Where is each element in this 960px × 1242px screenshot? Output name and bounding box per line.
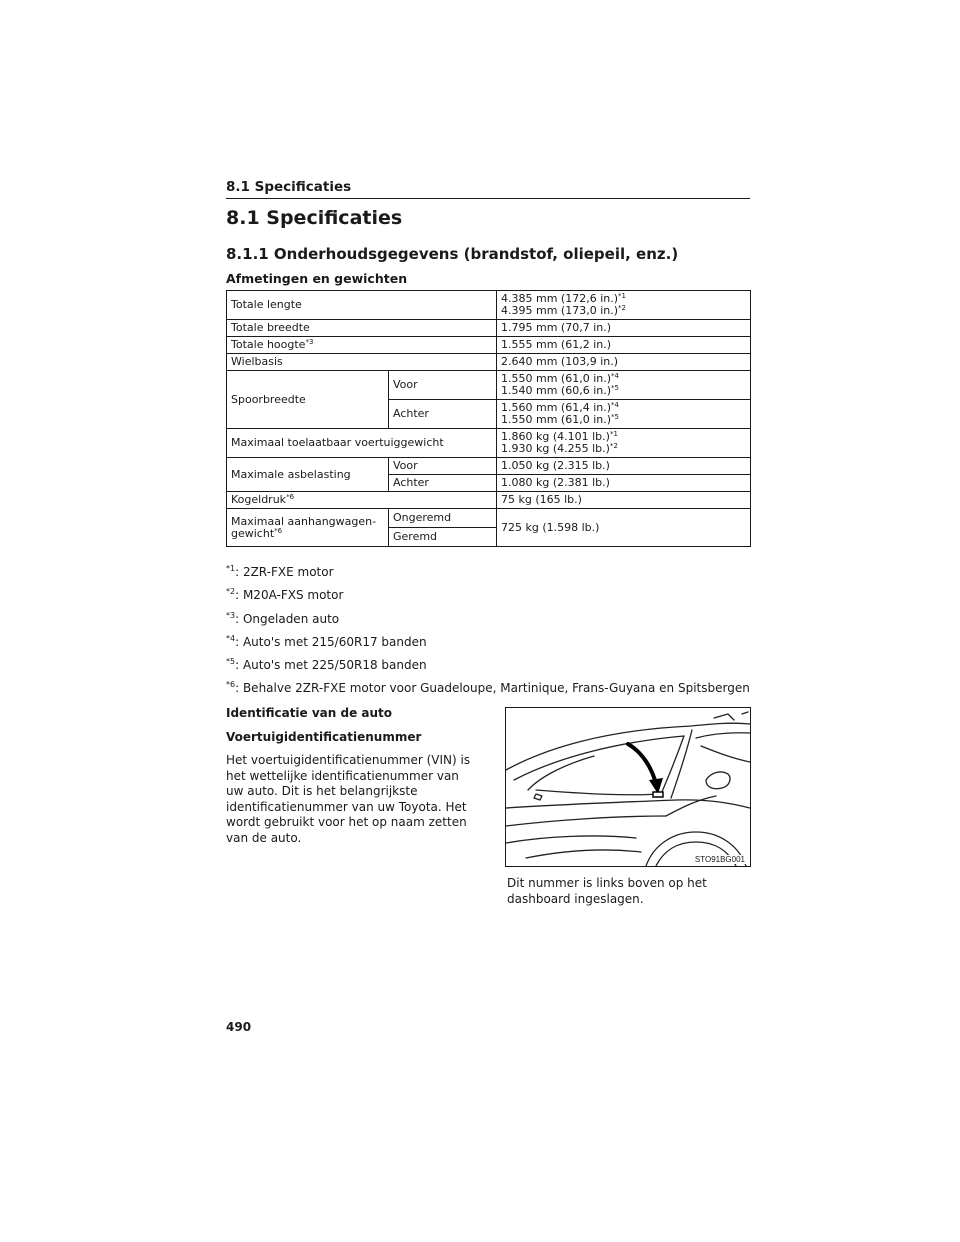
table-cell-value: 1.080 kg (2.381 lb.) [497, 475, 751, 492]
table-row [227, 320, 751, 337]
table-cell-label: Maximaal aanhangwagen- gewicht$^{*6}$ [227, 509, 389, 547]
footnote: $^{*1}$: 2ZR-FXE motor [226, 564, 334, 579]
vin-location-figure [505, 707, 751, 867]
table-cell-value: 1.555 mm (61,2 in.) [497, 337, 751, 354]
table-row [227, 492, 751, 509]
page-title: 8.1 Specificaties [226, 207, 403, 229]
figure-code: STO91BG001 [694, 855, 745, 864]
table-cell-label: Kogeldruk$^{*6}$ [227, 492, 497, 509]
running-header: 8.1 Specificaties [226, 179, 750, 199]
table-row [227, 371, 751, 400]
table-row [227, 458, 751, 475]
table-cell-label: Totale hoogte$^{*3}$ [227, 337, 497, 354]
table-cell-label: Totale breedte [227, 320, 497, 337]
page-number: 490 [226, 1020, 252, 1034]
vin-heading: Voertuigidentificatienummer [226, 730, 422, 744]
table-cell-value: 1.860 kg (4.101 lb.)$^{*1}$ 1.930 kg (4.255 lb.)$^{*2}$ [497, 429, 751, 458]
table-cell-label: Spoorbreedte [227, 371, 389, 429]
footnote: $^{*5}$: Auto's met 225/50R18 banden [226, 657, 427, 673]
table-cell-value: 75 kg (165 lb.) [497, 492, 751, 509]
identification-heading: Identificatie van de auto [226, 706, 393, 720]
identification-section [226, 705, 471, 846]
specs-table [226, 290, 751, 547]
footnote: $^{*4}$: Auto's met 215/60R17 banden [226, 633, 427, 649]
table-cell-value: 1.050 kg (2.315 lb.) [497, 458, 751, 475]
footnote: $^{*2}$: M20A-FXS motor [226, 587, 344, 603]
table-cell-value: 1.560 mm (61,4 in.)$^{*4}$ 1.550 mm (61,0 in.)$^{*5}$ [497, 400, 751, 429]
table-cell-value: 4.385 mm (172,6 in.)$^{*1}$ 4.395 mm (173,0 in.)$^{*2}$ [497, 291, 751, 320]
table-cell-sublabel: Achter [389, 400, 497, 429]
table-row [227, 337, 751, 354]
car-windshield-illustration [506, 708, 750, 866]
footnotes [226, 562, 750, 702]
table-cell-sublabel: Achter [389, 475, 497, 492]
table-cell-sublabel: Voor [389, 458, 497, 475]
table-heading: Afmetingen en gewichten [226, 271, 408, 286]
table-cell-value: 1.550 mm (61,0 in.)$^{*4}$ 1.540 mm (60,6 in.)$^{*5}$ [497, 371, 751, 400]
footnote: $^{*6}$: Behalve 2ZR-FXE motor voor Guadeloupe, Martinique, Frans-Guyana en Spitsbergen [226, 680, 750, 696]
table-row [227, 429, 751, 458]
vin-description: Het voertuigidentificatienummer (VIN) is het wettelijke identificatienummer van uw auto. Dit is het belangrijkste identificatienummer van uw Toyota. Het wordt gebruikt voor het op naam zetten van de auto. [226, 753, 471, 845]
section-subtitle: 8.1.1 Onderhoudsgegevens (brandstof, oliepeil, enz.) [226, 245, 679, 263]
footnote: $^{*3}$: Ongeladen auto [226, 610, 340, 626]
table-cell-value: 725 kg (1.598 lb.) [497, 509, 751, 547]
table-row [227, 509, 751, 528]
table-row [227, 291, 751, 320]
table-row [227, 354, 751, 371]
table-cell-label: Maximale asbelasting [227, 458, 389, 492]
table-cell-sublabel: Ongeremd [389, 509, 497, 528]
table-cell-sublabel: Geremd [389, 528, 497, 547]
table-cell-label: Maximaal toelaatbaar voertuiggewicht [227, 429, 497, 458]
figure-caption: Dit nummer is links boven op het dashboard ingeslagen. [507, 876, 707, 906]
table-cell-value: 2.640 mm (103,9 in.) [497, 354, 751, 371]
table-cell-sublabel: Voor [389, 371, 497, 400]
table-cell-label: Wielbasis [227, 354, 497, 371]
table-cell-label: Totale lengte [227, 291, 497, 320]
table-cell-value: 1.795 mm (70,7 in.) [497, 320, 751, 337]
